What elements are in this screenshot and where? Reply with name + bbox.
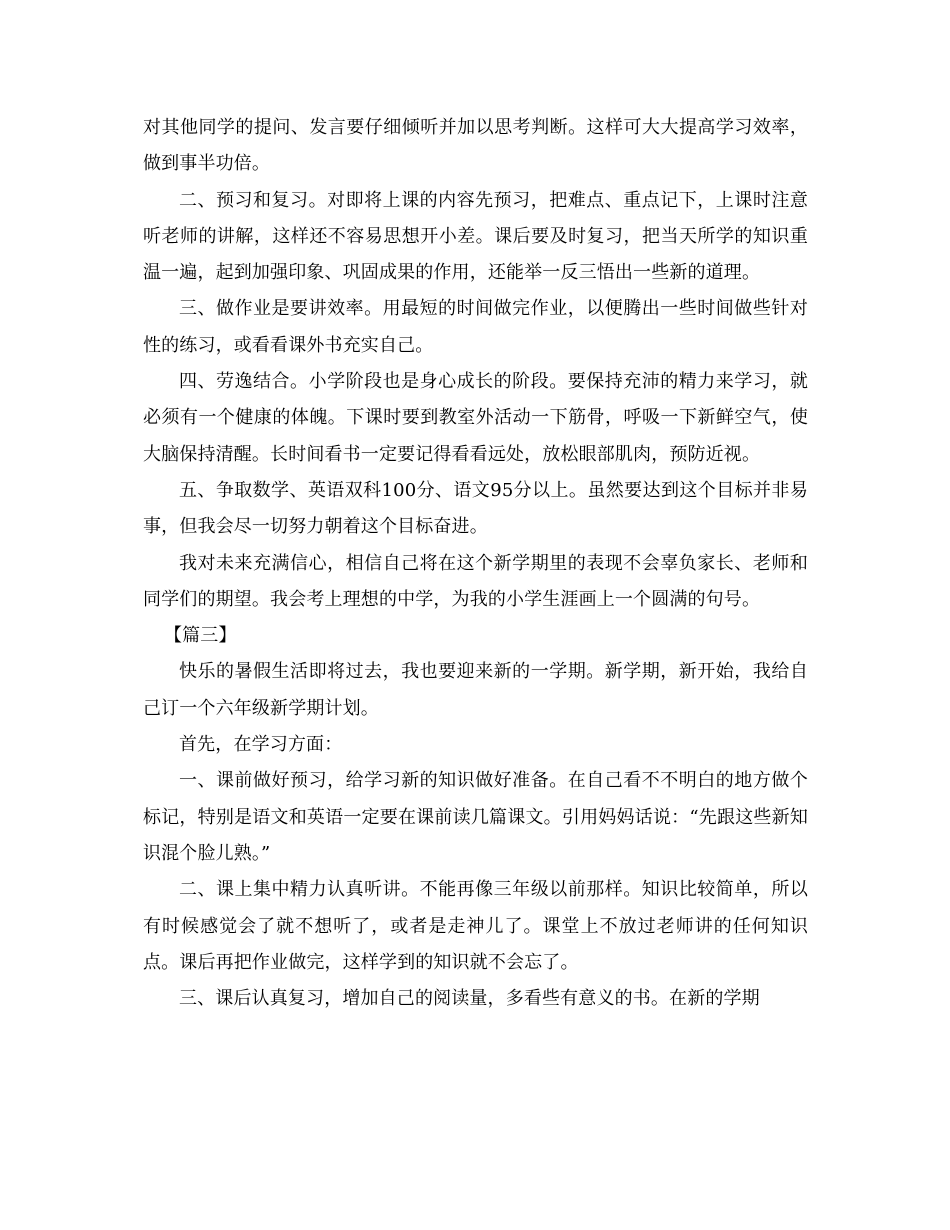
paragraph-item-5-score-goals: 五、争取数学、英语双科100分、语文95分以上。虽然要达到这个目标并非易事，但我会尽一切努力朝着这个目标奋进。 [143,479,808,538]
paragraph-item-1-preview: 一、课前做好预习，给学习新的知识做好准备。在自己看不不明白的地方做个标记，特别是语文和英语一定要在课前读几篇课文。引用妈妈话说：“先跟这些新知识混个脸儿熟。” [143,770,808,864]
paragraph-item-2-preview-review: 二、预习和复习。对即将上课的内容先预习，把难点、重点记下，上课时注意听老师的讲解，这样还不容易思想开小差。课后要及时复习，把当天所学的知识重温一遍，起到加强印象、巩固成果的作用，还能举一反三悟出一些新的道理。 [143,189,808,284]
paragraph-continuation: 对其他同学的提问、发言要仔细倾听并加以思考判断。这样可大大提高学习效率，做到事半功倍。 [143,117,808,175]
paragraph-item-3-homework-efficiency: 三、做作业是要讲效率。用最短的时间做完作业，以便腾出一些时间做些针对性的练习，或看看课外书充实自己。 [143,298,808,356]
paragraph-intro: 快乐的暑假生活即将过去，我也要迎来新的一学期。新学期，新开始，我给自己订一个六年级新学期计划。 [143,661,808,719]
document-page [143,110,808,1017]
paragraph-study-heading: 首先，在学习方面： [179,734,343,756]
paragraph-item-4-work-rest-balance: 四、劳逸结合。小学阶段也是身心成长的阶段。要保持充沛的精力来学习，就必须有一个健康的体魄。下课时要到教室外活动一下筋骨，呼吸一下新鲜空气，使大脑保持清醒。长时间看书一定要记得看看远处，放松眼部肌肉，预防近视。 [143,371,808,465]
paragraph-closing: 我对未来充满信心，相信自己将在这个新学期里的表现不会辜负家长、老师和同学们的期望。我会考上理想的中学，为我的小学生涯画上一个圆满的句号。 [143,552,808,610]
paragraph-item-3-review: 三、课后认真复习，增加自己的阅读量，多看些有意义的书。在新的学期 [179,988,760,1010]
section-heading: 【篇三】 [164,625,237,647]
paragraph-item-2-listen: 二、课上集中精力认真听讲。不能再像三年级以前那样。知识比较简单，所以有时候感觉会了就不想听了，或者是走神儿了。课堂上不放过老师讲的任何知识点。课后再把作业做完，这样学到的知识就不会忘了。 [143,879,808,973]
